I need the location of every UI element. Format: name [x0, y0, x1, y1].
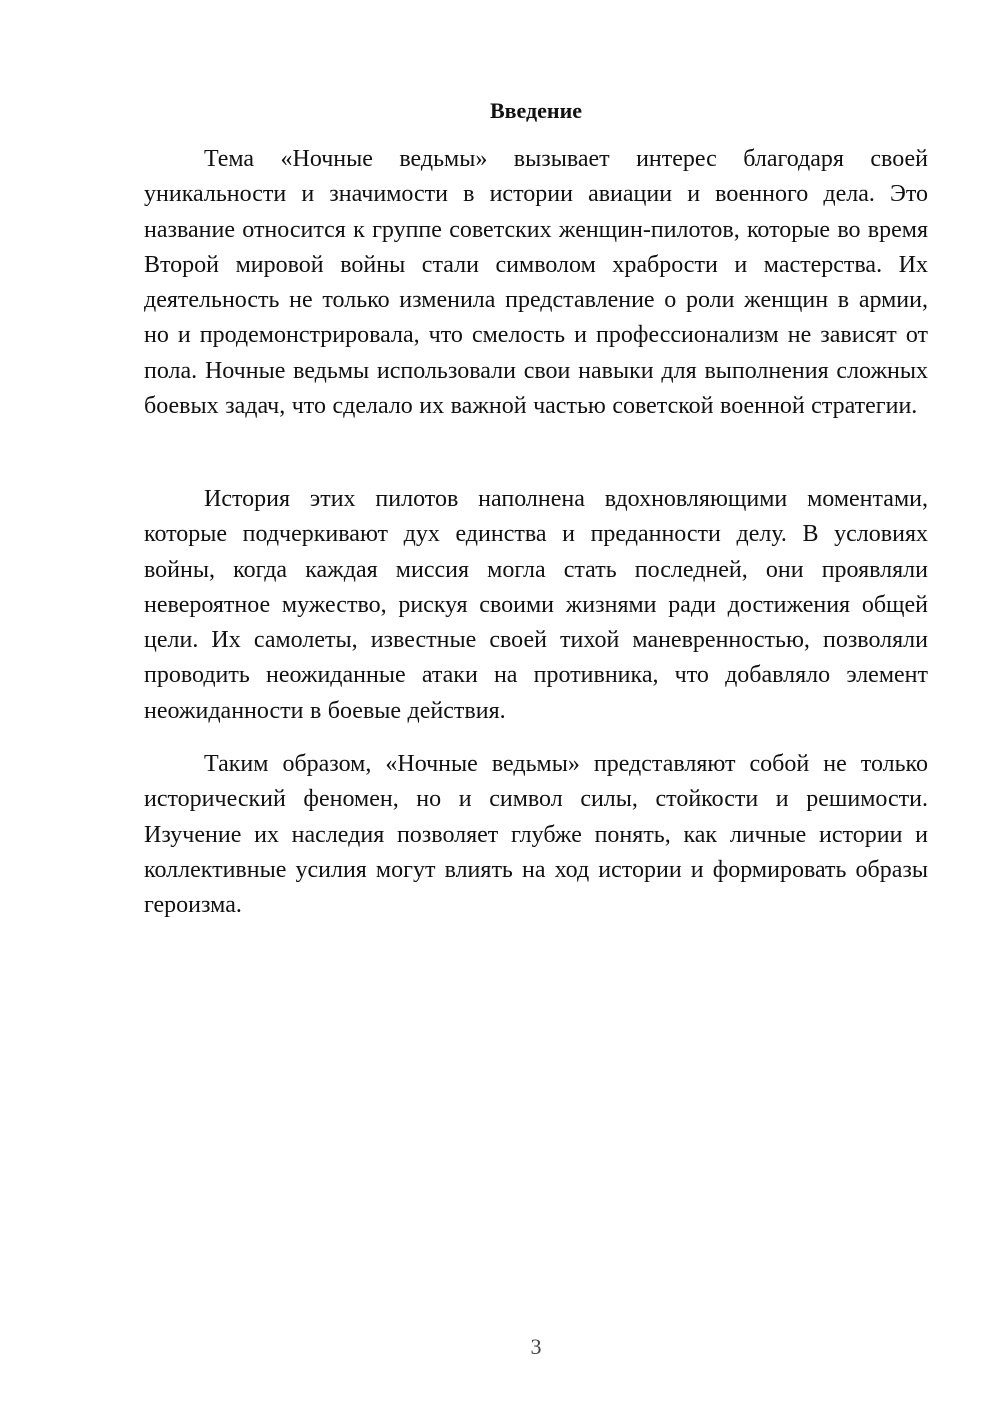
page-title: Введение — [489, 98, 583, 123]
paragraph-3: Таким образом, «Ночные ведьмы» представляют собой не только исторический феномен, но и символ силы, стойкости и решимости. Изучение их наследия позволяет глубже понять, как личные истории и коллективные усилия могут влиять на ход истории и формировать образы героизма. — [144, 751, 928, 919]
paragraph-1: Тема «Ночные ведьмы» вызывает интерес благодаря своей уникальности и значимости в истории авиации и военного дела. Это название относится к группе советских женщин-пилотов, которые во время Второй мировой войны стали символом храбрости и мастерства. Их деятельность не только изменила представление о роли женщин в армии, но и продемонстрировала, что смелость и профессионализм не зависят от пола. Ночные ведьмы использовали свои навыки для выполнения сложных боевых задач, что сделало их важной частью советской военной стратегии. — [144, 146, 928, 420]
paragraph-2: История этих пилотов наполнена вдохновляющими моментами, которые подчеркивают дух единства и преданности делу. В условиях войны, когда каждая миссия могла стать последней, они проявляли невероятное мужество, рискуя своими жизнями ради достижения общей цели. Их самолеты, известные своей тихой маневренностью, позволяли проводить неожиданные атаки на противника, что добавляло элемент неожиданности в боевые действия. — [144, 486, 928, 724]
page-number: 3 — [530, 1334, 542, 1359]
